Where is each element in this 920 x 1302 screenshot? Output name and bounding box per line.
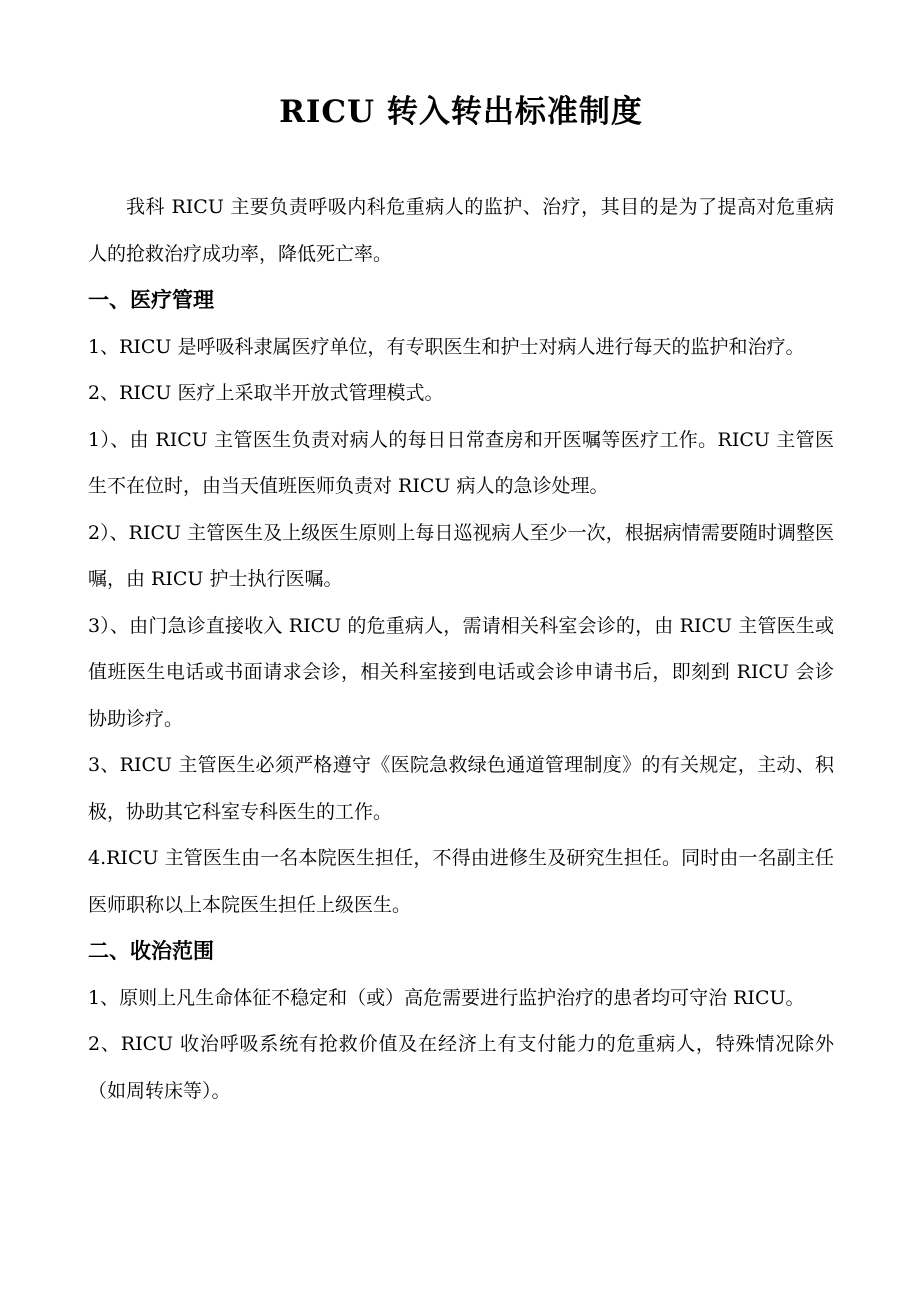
paragraph: 1、原则上凡生命体征不稳定和（或）高危需要进行监护治疗的患者均可守治 RICU。 bbox=[88, 986, 805, 1009]
paragraph: 1）、由 RICU 主管医生负责对病人的每日日常查房和开医嘱等医疗工作。RICU 主管医生不在位时，由当天值班医师负责对 RICU 病人的急诊处理。 bbox=[88, 428, 834, 497]
paragraph: 2、RICU 医疗上采取半开放式管理模式。 bbox=[88, 382, 444, 404]
section-medical-management bbox=[88, 277, 834, 928]
section-admission-scope bbox=[88, 928, 834, 1114]
section-heading: 二、收治范围 bbox=[88, 938, 214, 963]
intro-paragraph: 我科 RICU 主要负责呼吸内科危重病人的监护、治疗，其目的是为了提高对危重病人的抢救治疗成功率，降低死亡率。 bbox=[88, 196, 834, 265]
document-page bbox=[88, 90, 834, 1114]
paragraph: 3）、由门急诊直接收入 RICU 的危重病人，需请相关科室会诊的，由 RICU 主管医生或值班医生电话或书面请求会诊，相关科室接到电话或会诊申请书后，即刻到 RICU 会诊协助诊疗。 bbox=[88, 614, 834, 730]
paragraph: 1、RICU 是呼吸科隶属医疗单位，有专职医生和护士对病人进行每天的监护和治疗。 bbox=[88, 335, 805, 358]
paragraph: 3、RICU 主管医生必须严格遵守《医院急救绿色通道管理制度》的有关规定，主动、积极，协助其它科室专科医生的工作。 bbox=[88, 754, 834, 823]
paragraph: 2）、RICU 主管医生及上级医生原则上每日巡视病人至少一次，根据病情需要随时调整医嘱，由 RICU 护士执行医嘱。 bbox=[88, 521, 834, 590]
paragraph: 4.RICU 主管医生由一名本院医生担任，不得由进修生及研究生担任。同时由一名副主任医师职称以上本院医生担任上级医生。 bbox=[88, 847, 834, 916]
paragraph: 2、RICU 收治呼吸系统有抢救价值及在经济上有支付能力的危重病人，特殊情况除外（如周转床等）。 bbox=[88, 1033, 834, 1102]
section-heading: 一、医疗管理 bbox=[88, 287, 214, 312]
document-title: RICU 转入转出标准制度 bbox=[279, 94, 643, 130]
